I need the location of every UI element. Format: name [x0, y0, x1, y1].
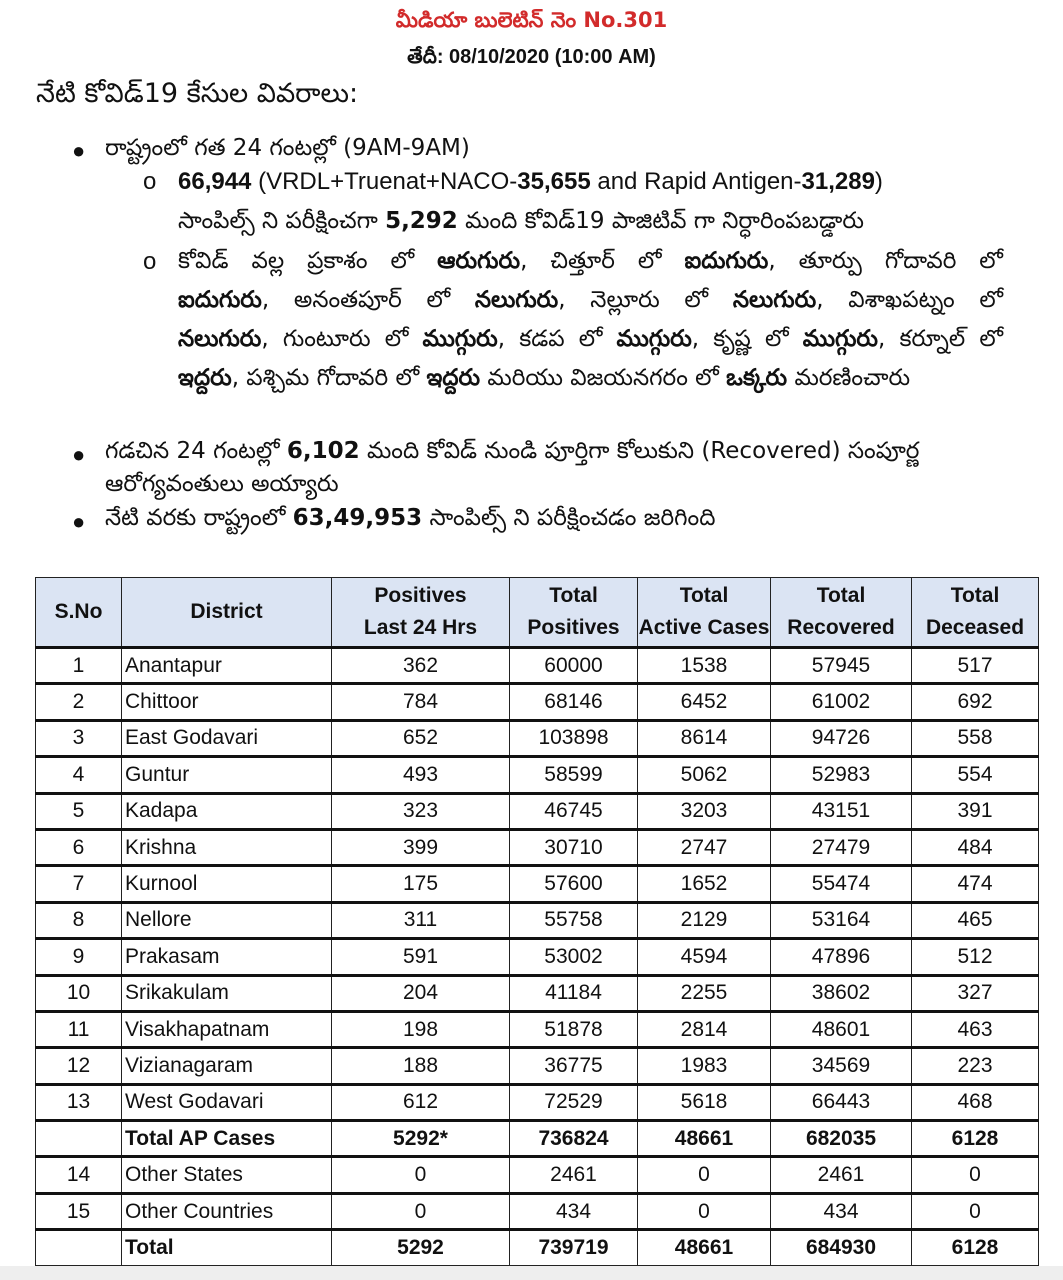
- cell-active-cases: 6452: [638, 684, 771, 720]
- cell-district: Kurnool: [122, 866, 332, 902]
- cell-sno: 14: [36, 1157, 122, 1193]
- recovered-text-a: గడచిన 24 గంటల్లో: [105, 438, 287, 464]
- cell-district: Vizianagaram: [122, 1048, 332, 1084]
- cell-district: East Godavari: [122, 720, 332, 756]
- death-count: ఇద్దరు: [178, 365, 232, 391]
- cell-active-cases: 3203: [638, 793, 771, 829]
- district-text: మరణించారు: [787, 365, 911, 391]
- district-text: , నెల్లూరు లో: [558, 287, 733, 313]
- district-text: , కృష్ణ లో: [691, 326, 803, 352]
- cell-sno: 2: [36, 684, 122, 720]
- cell-recovered: 27479: [771, 829, 912, 865]
- district-text: కోవిడ్ వల్ల ప్రకాశం లో: [178, 248, 438, 274]
- cell-district: Prakasam: [122, 939, 332, 975]
- header-deceased-l1: Total: [950, 584, 1000, 607]
- cell-district: Total AP Cases: [122, 1121, 332, 1157]
- death-count: ముగ్గురు: [422, 326, 498, 352]
- positives-text-a: సాంపిల్స్ ని పరీక్షించగా: [178, 208, 386, 234]
- cell-active-cases: 5062: [638, 757, 771, 793]
- date-value: : 08/10/2020 (10:00 AM): [436, 46, 656, 68]
- header-recovered-l1: Total: [816, 584, 866, 607]
- cell-sno: 10: [36, 975, 122, 1011]
- cell-positives-24h: 784: [332, 684, 510, 720]
- antigen-count: 31,289: [801, 168, 875, 195]
- cell-active-cases: 2255: [638, 975, 771, 1011]
- recovered-text-b: మంది కోవిడ్ నుండి పూర్తిగా కోలుకుని (Recovered) సంపూర్ణ: [359, 438, 920, 464]
- district-cases-table: [35, 577, 1039, 1266]
- table-row: [36, 1011, 1039, 1047]
- cell-recovered: 682035: [771, 1121, 912, 1157]
- cell-deceased: 391: [912, 793, 1039, 829]
- cell-recovered: 55474: [771, 866, 912, 902]
- cell-sno: 8: [36, 902, 122, 938]
- cell-active-cases: 1538: [638, 648, 771, 684]
- header-recovered-l2: Recovered: [787, 616, 895, 639]
- header-deceased: [912, 578, 1039, 648]
- positives-line: [178, 203, 864, 239]
- cell-total-positives: 51878: [510, 1011, 638, 1047]
- district-text: , పశ్చిమ గోదావరి లో: [231, 365, 427, 391]
- cell-positives-24h: 612: [332, 1084, 510, 1120]
- table-row: [36, 793, 1039, 829]
- cell-active-cases: 1652: [638, 866, 771, 902]
- cell-positives-24h: 323: [332, 793, 510, 829]
- cell-positives-24h: 175: [332, 866, 510, 902]
- header-positives-24h-l2: Last 24 Hrs: [363, 616, 478, 639]
- cell-district: Nellore: [122, 902, 332, 938]
- tested-line: [105, 500, 715, 536]
- cell-sno: 9: [36, 939, 122, 975]
- cell-sno: 3: [36, 720, 122, 756]
- cell-district: Guntur: [122, 757, 332, 793]
- cell-positives-24h: 362: [332, 648, 510, 684]
- cell-deceased: 6128: [912, 1121, 1039, 1157]
- bullet-icon: ●: [72, 138, 86, 163]
- cell-active-cases: 2129: [638, 902, 771, 938]
- table-total-row: [36, 1230, 1039, 1265]
- cell-deceased: 0: [912, 1193, 1039, 1229]
- cell-deceased: 484: [912, 829, 1039, 865]
- cell-total-positives: 36775: [510, 1048, 638, 1084]
- cell-district: Other States: [122, 1157, 332, 1193]
- cell-positives-24h: 204: [332, 975, 510, 1011]
- cell-total-positives: 434: [510, 1193, 638, 1229]
- header-total-positives-l1: Total: [549, 584, 598, 607]
- cell-active-cases: 1983: [638, 1048, 771, 1084]
- cell-district: Anantapur: [122, 648, 332, 684]
- cell-recovered: 48601: [771, 1011, 912, 1047]
- header-recovered: [771, 578, 912, 648]
- deaths-line-2: [178, 282, 1003, 318]
- cell-sno: 11: [36, 1011, 122, 1047]
- table-row: [36, 975, 1039, 1011]
- section-heading: నేటి కోవిడ్19 కేసుల వివరాలు:: [36, 78, 359, 109]
- death-count: ఐదుగురు: [178, 287, 262, 313]
- cell-recovered: 57945: [771, 648, 912, 684]
- cell-total-positives: 2461: [510, 1157, 638, 1193]
- header-active-cases: [638, 578, 771, 648]
- cell-recovered: 52983: [771, 757, 912, 793]
- date-label: తేదీ: [407, 44, 437, 68]
- cell-sno: [36, 1230, 122, 1265]
- cell-sno: 5: [36, 793, 122, 829]
- cell-district: Other Countries: [122, 1193, 332, 1229]
- deaths-line-3: [178, 321, 1003, 357]
- cell-total-positives: 41184: [510, 975, 638, 1011]
- cell-positives-24h: 5292*: [332, 1121, 510, 1157]
- cell-recovered: 2461: [771, 1157, 912, 1193]
- cell-positives-24h: 311: [332, 902, 510, 938]
- positives-count: 5,292: [385, 208, 458, 234]
- cell-positives-24h: 0: [332, 1157, 510, 1193]
- cell-positives-24h: 188: [332, 1048, 510, 1084]
- cell-sno: 15: [36, 1193, 122, 1229]
- header-positives-24h: [332, 578, 510, 648]
- district-text: , చిత్తూర్ లో: [520, 248, 685, 274]
- header-total-positives: [510, 578, 638, 648]
- header-active-cases-l1: Total: [679, 584, 729, 607]
- page-bottom-margin: [0, 1266, 1063, 1280]
- cell-active-cases: 2814: [638, 1011, 771, 1047]
- district-text: , అనంతపూర్ లో: [261, 287, 475, 313]
- table-row: [36, 1157, 1039, 1193]
- cell-deceased: 474: [912, 866, 1039, 902]
- table-row: [36, 939, 1039, 975]
- district-text: , గుంటూరు లో: [261, 326, 423, 352]
- cell-deceased: 463: [912, 1011, 1039, 1047]
- district-text: మరియు విజయనగరం లో: [480, 365, 727, 391]
- cell-active-cases: 48661: [638, 1121, 771, 1157]
- death-count: ఒక్కరు: [726, 365, 788, 391]
- death-count: ఆరుగురు: [437, 248, 521, 274]
- cell-sno: 1: [36, 648, 122, 684]
- cell-recovered: 434: [771, 1193, 912, 1229]
- cell-deceased: 327: [912, 975, 1039, 1011]
- cell-sno: [36, 1121, 122, 1157]
- table-row: [36, 829, 1039, 865]
- cell-positives-24h: 198: [332, 1011, 510, 1047]
- vrdl-count: 35,655: [517, 168, 591, 195]
- death-count: ముగ్గురు: [802, 326, 879, 352]
- table-row: [36, 1193, 1039, 1229]
- cell-deceased: 554: [912, 757, 1039, 793]
- header-deceased-l2: Deceased: [925, 616, 1025, 639]
- cell-total-positives: 58599: [510, 757, 638, 793]
- cell-recovered: 38602: [771, 975, 912, 1011]
- bulletin-date: [0, 44, 1063, 73]
- death-count: ఇద్దరు: [426, 365, 481, 391]
- recovered-line-2: ఆరోగ్యవంతులు అయ్యారు: [105, 471, 339, 497]
- cell-total-positives: 72529: [510, 1084, 638, 1120]
- deaths-line-1: [178, 243, 1003, 279]
- cell-positives-24h: 5292: [332, 1230, 510, 1265]
- cell-sno: 13: [36, 1084, 122, 1120]
- cell-total-positives: 53002: [510, 939, 638, 975]
- cell-deceased: 6128: [912, 1230, 1039, 1265]
- tested-text-b: సాంపిల్స్ ని పరీక్షించడం జరిగింది: [422, 505, 716, 531]
- cell-deceased: 692: [912, 684, 1039, 720]
- cell-positives-24h: 0: [332, 1193, 510, 1229]
- cell-total-positives: 103898: [510, 720, 638, 756]
- cell-recovered: 66443: [771, 1084, 912, 1120]
- cell-sno: 4: [36, 757, 122, 793]
- cell-district: Srikakulam: [122, 975, 332, 1011]
- district-text: , కర్నూల్ లో: [878, 326, 1003, 352]
- cell-sno: 7: [36, 866, 122, 902]
- header-active-cases-l2: Active Cases: [638, 616, 770, 639]
- bulletin-title: మీడియా బులెటిన్ నెం No.301: [395, 8, 668, 32]
- cell-sno: 6: [36, 829, 122, 865]
- cell-total-positives: 57600: [510, 866, 638, 902]
- cell-positives-24h: 399: [332, 829, 510, 865]
- bullet-icon: ●: [72, 442, 86, 467]
- bullet-icon: ●: [72, 509, 86, 534]
- table-total-row: [36, 1121, 1039, 1157]
- district-text: , విశాఖపట్నం లో: [816, 287, 1003, 313]
- cell-active-cases: 5618: [638, 1084, 771, 1120]
- bullet-1-text: రాష్ట్రంలో గత 24 గంటల్లో (9AM-9AM): [105, 135, 470, 161]
- death-count: ఐదుగురు: [684, 248, 769, 274]
- cell-total-positives: 46745: [510, 793, 638, 829]
- cell-deceased: 465: [912, 902, 1039, 938]
- tested-text-a: నేటి వరకు రాష్ట్రంలో: [105, 505, 293, 531]
- tested-count: 63,49,953: [292, 505, 423, 531]
- table-row: [36, 720, 1039, 756]
- header-sno: S.No: [36, 578, 122, 648]
- header-positives-24h-l1: Positives: [374, 584, 467, 607]
- table-row: [36, 1048, 1039, 1084]
- cell-total-positives: 55758: [510, 902, 638, 938]
- table-header-row: [36, 578, 1039, 648]
- cell-deceased: 558: [912, 720, 1039, 756]
- cell-district: Chittoor: [122, 684, 332, 720]
- header-district: District: [122, 578, 332, 648]
- cell-district: Kadapa: [122, 793, 332, 829]
- cell-district: West Godavari: [122, 1084, 332, 1120]
- table-row: [36, 902, 1039, 938]
- cell-recovered: 47896: [771, 939, 912, 975]
- death-count: నలుగురు: [474, 287, 559, 313]
- table-row: [36, 684, 1039, 720]
- cell-district: Visakhapatnam: [122, 1011, 332, 1047]
- cell-active-cases: 8614: [638, 720, 771, 756]
- cell-active-cases: 2747: [638, 829, 771, 865]
- positives-text-b: మంది కోవిడ్19 పాజిటివ్ గా నిర్ధారింపబడ్డారు: [457, 208, 864, 234]
- table-row: [36, 648, 1039, 684]
- cell-recovered: 684930: [771, 1230, 912, 1265]
- cell-deceased: 468: [912, 1084, 1039, 1120]
- cell-deceased: 512: [912, 939, 1039, 975]
- cell-deceased: 517: [912, 648, 1039, 684]
- cell-total-positives: 60000: [510, 648, 638, 684]
- samples-text-c: ): [874, 168, 883, 195]
- cell-active-cases: 0: [638, 1193, 771, 1229]
- cell-total-positives: 736824: [510, 1121, 638, 1157]
- cell-positives-24h: 493: [332, 757, 510, 793]
- death-count: నలుగురు: [178, 326, 262, 352]
- cell-total-positives: 30710: [510, 829, 638, 865]
- cell-deceased: 0: [912, 1157, 1039, 1193]
- cell-recovered: 43151: [771, 793, 912, 829]
- recovered-count: 6,102: [286, 438, 360, 464]
- district-text: , కడప లో: [497, 326, 617, 352]
- sub-bullet-icon: o: [143, 248, 157, 275]
- cell-recovered: 53164: [771, 902, 912, 938]
- death-count: నలుగురు: [732, 287, 817, 313]
- cell-recovered: 94726: [771, 720, 912, 756]
- samples-total: 66,944: [178, 168, 252, 195]
- death-count: ముగ్గురు: [616, 326, 692, 352]
- cell-active-cases: 0: [638, 1157, 771, 1193]
- cell-district: Total: [122, 1230, 332, 1265]
- table-row: [36, 1084, 1039, 1120]
- cell-district: Krishna: [122, 829, 332, 865]
- recovered-line: [105, 433, 919, 469]
- header-total-positives-l2: Positives: [527, 616, 620, 639]
- table-row: [36, 757, 1039, 793]
- cell-positives-24h: 591: [332, 939, 510, 975]
- cell-total-positives: 739719: [510, 1230, 638, 1265]
- samples-text-a: (VRDL+Truenat+NACO-: [251, 168, 518, 195]
- cell-recovered: 34569: [771, 1048, 912, 1084]
- cell-sno: 12: [36, 1048, 122, 1084]
- cell-total-positives: 68146: [510, 684, 638, 720]
- table-row: [36, 866, 1039, 902]
- samples-text-b: and Rapid Antigen-: [590, 168, 802, 195]
- cell-active-cases: 4594: [638, 939, 771, 975]
- cell-positives-24h: 652: [332, 720, 510, 756]
- samples-line: [178, 164, 883, 200]
- cell-deceased: 223: [912, 1048, 1039, 1084]
- district-text: , తూర్పు గోదావరి లో: [768, 248, 1003, 274]
- sub-bullet-icon: o: [143, 168, 157, 195]
- cell-active-cases: 48661: [638, 1230, 771, 1265]
- cell-recovered: 61002: [771, 684, 912, 720]
- deaths-line-4: [178, 360, 910, 396]
